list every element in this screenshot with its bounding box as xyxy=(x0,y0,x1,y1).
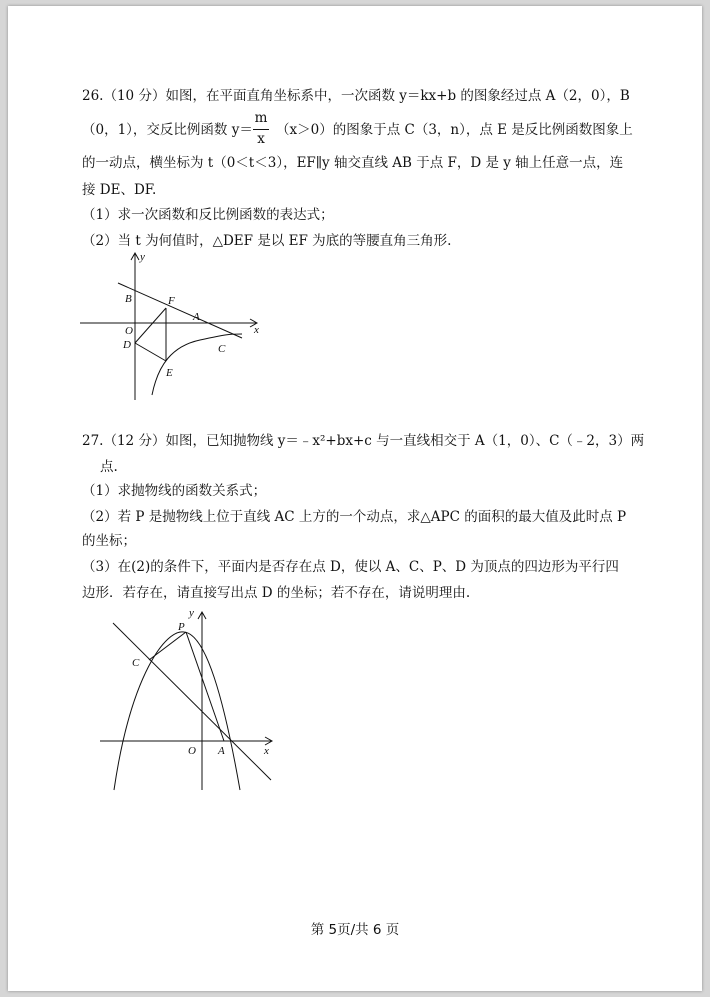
q26-label-x: x xyxy=(254,324,259,336)
q26-label-O: O xyxy=(125,325,133,337)
q27-label-P: P xyxy=(178,621,185,633)
q26-line-4: 接 DE、DF. xyxy=(82,182,157,198)
q26-line-2-post: （x＞0）的图象于点 C（3，n），点 E 是反比例函数图象上 xyxy=(276,122,633,138)
q26-label-C: C xyxy=(218,343,226,355)
q27-label-y: y xyxy=(189,607,194,619)
q26-figure xyxy=(80,250,270,405)
q27-part-3b: 边形．若存在，请直接写出点 D 的坐标；若不存在，请说明理由. xyxy=(82,585,471,601)
q27-part-1: （1）求抛物线的函数关系式； xyxy=(82,483,267,499)
q27-line-2: 点. xyxy=(100,459,118,475)
q27-part-2b: 的坐标； xyxy=(82,533,136,549)
q26-line-2-pre: （0，1），交反比例函数 y＝ xyxy=(82,122,253,138)
q26-label-B: B xyxy=(125,293,132,305)
q26-part-2: （2）当 t 为何值时，△DEF 是以 EF 为底的等腰直角三角形. xyxy=(82,233,452,249)
page-footer: 第 5页/共 6 页 xyxy=(310,922,400,938)
q26-line-1: 26.（10 分）如图，在平面直角坐标系中，一次函数 y＝kx+b 的图象经过点 A（2，0），B xyxy=(82,88,630,104)
q27-part-2a: （2）若 P 是抛物线上位于直线 AC 上方的一个动点，求△APC 的面积的最大值及此时点 P xyxy=(82,509,627,525)
q26-fraction-numerator: m xyxy=(254,110,268,126)
q27-label-C: C xyxy=(132,657,140,669)
q27-figure xyxy=(96,604,286,794)
q26-label-A: A xyxy=(193,311,200,323)
q26-line-3: 的一动点，横坐标为 t（0＜t＜3），EF∥y 轴交直线 AB 于点 F，D 是 y 轴上任意一点，连 xyxy=(82,155,624,171)
q26-part-1: （1）求一次函数和反比例函数的表达式； xyxy=(82,207,334,223)
q27-part-3a: （3）在(2)的条件下，平面内是否存在点 D，使以 A、C、P、D 为顶点的四边形为平行四 xyxy=(82,559,619,575)
q26-label-y: y xyxy=(140,251,145,263)
q26-fraction-bar xyxy=(253,129,269,130)
q27-label-x: x xyxy=(264,745,269,757)
q26-fraction-denominator: x xyxy=(257,131,265,147)
q27-line-1: 27.（12 分）如图，已知抛物线 y＝﹣x²+bx+c 与一直线相交于 A（1，0）、C（﹣2，3）两 xyxy=(82,433,645,449)
q27-label-O: O xyxy=(188,745,196,757)
q26-label-E: E xyxy=(166,367,173,379)
q27-label-A: A xyxy=(218,745,225,757)
q26-label-F: F xyxy=(168,295,175,307)
q26-label-D: D xyxy=(123,339,131,351)
